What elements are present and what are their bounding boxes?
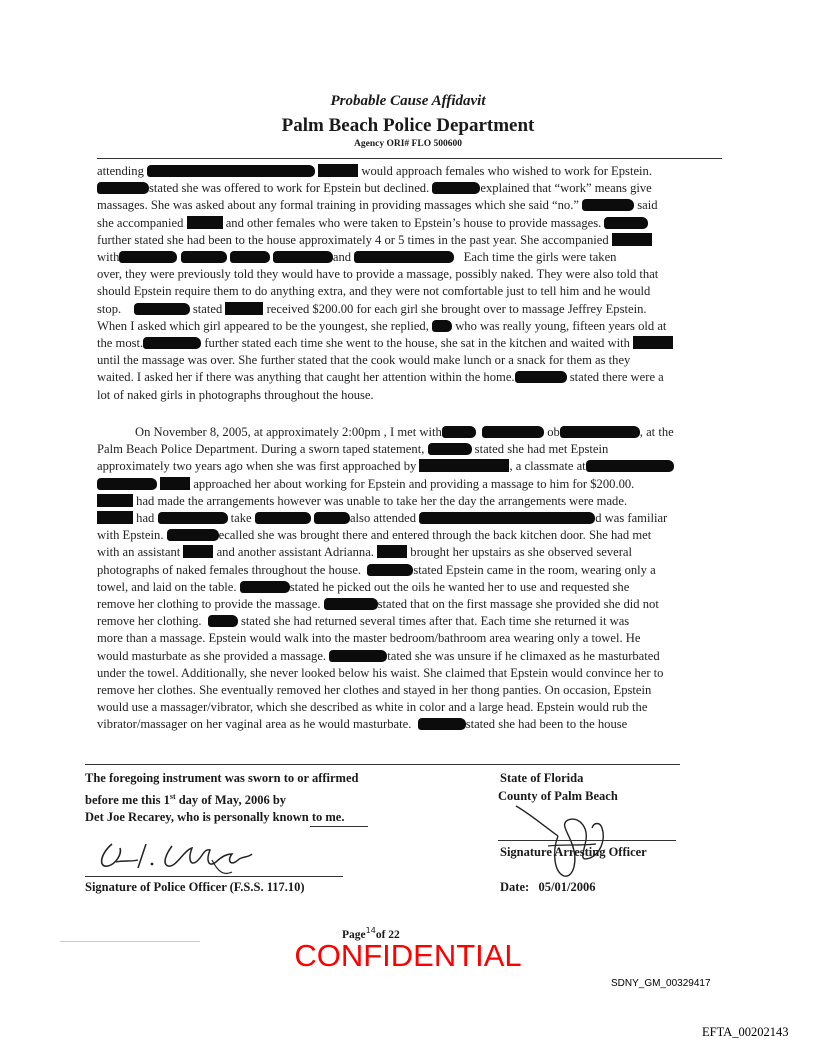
text-line: take xyxy=(230,511,252,526)
text-line: , a classmate at xyxy=(509,459,586,474)
text-line: with Epstein. xyxy=(97,528,164,543)
text-line: said xyxy=(637,198,658,213)
redaction-bar xyxy=(255,512,311,524)
oath-line: before me this 1st day of May, 2006 by xyxy=(85,791,287,807)
text-line: the most. xyxy=(97,336,144,351)
text-line: stated she had been to the house xyxy=(465,717,628,732)
text-line: explained that “work” means give xyxy=(480,181,652,196)
text-line: stated she had met Epstein xyxy=(474,442,609,457)
text-line: would masturbate as she provided a massage. xyxy=(97,648,327,663)
text-line: remove her clothes. She eventually removed her clothes and stayed in her thong panties. On occasion, Epstein xyxy=(97,683,652,698)
text-line: over, they were previously told they would have to provide a massage, possibly naked. They were also told that xyxy=(97,267,659,282)
agency-ori: Agency ORI# FLO 500600 xyxy=(354,139,462,149)
text-line: also attended xyxy=(349,511,417,526)
text-line: stated there were a xyxy=(569,370,664,385)
redaction-bar xyxy=(318,164,358,177)
redaction-bar xyxy=(582,199,634,211)
redaction-bar xyxy=(183,545,213,558)
oath-statement xyxy=(85,770,358,827)
text-line: brought her upstairs as she observed several xyxy=(410,545,632,560)
text-line: When I asked which girl appeared to be the youngest, she replied, xyxy=(97,318,429,333)
text-line: approximately two years ago when she was first approached by xyxy=(97,459,417,474)
text-line: further stated each time she went to the house, she sat in the kitchen and waited with xyxy=(204,336,630,351)
date-value: 05/01/2006 xyxy=(538,880,596,894)
text-line: until the massage was over. She further stated that the cook would make lunch or a snack for them as they xyxy=(97,353,631,368)
text-line: would approach females who wished to work for Epstein. xyxy=(361,164,652,178)
redaction-bar xyxy=(612,233,652,246)
text-line: photographs of naked females throughout the house. xyxy=(97,562,362,577)
paragraph-2 xyxy=(97,424,722,734)
text-line: with xyxy=(97,250,120,265)
redaction-bar xyxy=(119,251,177,263)
text-line: had made the arrangements however was unable to take her the day the arrangements were made. xyxy=(136,493,628,508)
redaction-bar xyxy=(181,251,227,263)
text-line: she accompanied xyxy=(97,215,184,230)
redaction-bar xyxy=(230,251,270,263)
county-label: County of Palm Beach xyxy=(498,788,618,803)
text-line: d was familiar xyxy=(595,511,668,526)
redaction-bar xyxy=(225,302,263,315)
text-line: Each time the girls were taken xyxy=(463,250,617,265)
redaction-bar xyxy=(158,512,228,524)
redaction-bar xyxy=(633,336,673,349)
redaction-bar xyxy=(586,460,674,472)
state-label: State of Florida xyxy=(500,771,584,785)
text-line: stated Epstein came in the room, wearing only a xyxy=(413,562,656,577)
text-line: and other females who were taken to Epstein’s house to provide massages. xyxy=(225,215,602,230)
redaction-bar xyxy=(367,564,413,576)
text-line: lot of naked girls in photographs throughout the house. xyxy=(97,387,374,402)
redaction-bar xyxy=(560,426,640,438)
text-line: and xyxy=(332,250,352,265)
text-line: stop. xyxy=(97,301,122,316)
officer-signature-line xyxy=(85,876,343,877)
redaction-bar xyxy=(482,426,544,438)
redaction-bar xyxy=(97,494,133,507)
text-line: who was really young, fifteen years old at xyxy=(455,318,667,333)
redaction-bar xyxy=(314,512,350,524)
text-line: and another assistant Adrianna. xyxy=(216,545,374,560)
oath-line: Det Joe Recarey, who is personally known to me. xyxy=(85,810,345,825)
text-line: would use a massager/vibrator, which she described as white in color and a large head. Epstein would rub the xyxy=(97,700,648,715)
oath-underline xyxy=(310,826,368,827)
redaction-bar xyxy=(604,217,648,229)
text-line: ob xyxy=(547,425,560,439)
redaction-bar xyxy=(97,182,149,194)
text-line: remove her clothing. xyxy=(97,614,202,629)
text-line: stated she had returned several times after that. Each time she returned it was xyxy=(241,614,630,629)
text-line: massages. She was asked about any formal training in providing massages which she said “no.” xyxy=(97,198,579,213)
text-line: ecalled she was brought there and entered through the back kitchen door. She had met xyxy=(218,528,652,543)
redaction-bar xyxy=(97,478,157,490)
redaction-bar xyxy=(428,443,472,455)
page-number: Page$^{14}$of 22 xyxy=(342,926,400,941)
date-field xyxy=(500,880,595,895)
efta-number: EFTA_00202143 xyxy=(702,1025,789,1039)
redaction-bar xyxy=(240,581,290,593)
text-line: stated xyxy=(192,301,223,316)
redaction-bar xyxy=(273,251,333,263)
redaction-bar xyxy=(208,615,238,627)
redaction-bar xyxy=(432,182,480,194)
redaction-bar xyxy=(432,320,452,332)
redaction-bar xyxy=(324,598,378,610)
redaction-bar xyxy=(419,459,509,472)
redaction-bar xyxy=(143,337,201,349)
text-line: remove her clothing to provide the massage. xyxy=(97,597,321,612)
text-line: approached her about working for Epstein and providing a massage to him for $200.00. xyxy=(193,476,635,491)
handwritten-page: 14 xyxy=(365,926,376,935)
text-line: should Epstein require them to do anything extra, and they were not comfortable just to tell him and he would xyxy=(97,284,651,299)
arresting-signature-line xyxy=(498,840,676,841)
text-line: with an assistant xyxy=(97,545,181,560)
redaction-bar xyxy=(419,512,595,524)
date-label: Date: xyxy=(500,880,530,894)
redaction-bar xyxy=(515,371,567,383)
redaction-bar xyxy=(167,529,219,541)
text-line: stated that on the first massage she provided she did not xyxy=(377,597,659,612)
footer-rule xyxy=(85,764,680,765)
redaction-bar xyxy=(187,216,223,229)
text-line: vibrator/massager on her vaginal area as he would masturbate. xyxy=(97,717,412,732)
header-rule xyxy=(97,158,722,159)
confidential-stamp: CONFIDENTIAL xyxy=(294,938,522,973)
officer-signature-label: Signature of Police Officer (F.S.S. 117.10) xyxy=(85,880,305,894)
text-line: attending xyxy=(97,164,144,178)
oath-line: The foregoing instrument was sworn to or affirmed xyxy=(85,771,359,785)
redaction-bar xyxy=(442,426,476,438)
text-line: under the towel. Additionally, she never looked below his waist. She claimed that Epstein would convince her to xyxy=(97,665,664,680)
text-line: more than a massage. Epstein would walk into the master bedroom/bathroom area wearing only a towel. He xyxy=(97,631,641,646)
redaction-bar xyxy=(354,251,454,263)
text-line: had xyxy=(136,511,155,526)
redaction-bar xyxy=(377,545,407,558)
text-line: waited. I asked her if there was anything that caught her attention within the home. xyxy=(97,370,515,385)
text-line: received $200.00 for each girl she brought over to massage Jeffrey Epstein. xyxy=(266,301,647,316)
text-line: further stated she had been to the house approximately 4 or 5 times in the past year. She accompanied xyxy=(97,232,609,247)
text-line: , at the xyxy=(639,425,674,439)
bates-number: SDNY_GM_00329417 xyxy=(611,978,711,989)
document-title: Probable Cause Affidavit xyxy=(330,93,486,109)
text-line: stated she was offered to work for Epstein but declined. xyxy=(149,181,430,196)
department-name: Palm Beach Police Department xyxy=(281,115,535,136)
redaction-bar xyxy=(134,303,190,315)
arresting-officer-label: Signature Arresting Officer xyxy=(500,845,647,859)
paragraph-1 xyxy=(97,163,722,404)
text-line: On November 8, 2005, at approximately 2:00pm , I met with xyxy=(135,425,442,439)
redaction-bar xyxy=(97,511,133,524)
text-line: stated he picked out the oils he wanted her to use and requested she xyxy=(289,579,630,594)
text-line: towel, and laid on the table. xyxy=(97,579,237,594)
officer-signature xyxy=(92,832,282,878)
text-line: Palm Beach Police Department. During a sworn taped statement, xyxy=(97,442,425,457)
redaction-bar xyxy=(147,165,315,177)
redaction-bar xyxy=(418,718,466,730)
text-line: tated she was unsure if he climaxed as he masturbated xyxy=(387,648,660,663)
redaction-bar xyxy=(329,650,387,662)
redaction-bar xyxy=(160,477,190,490)
